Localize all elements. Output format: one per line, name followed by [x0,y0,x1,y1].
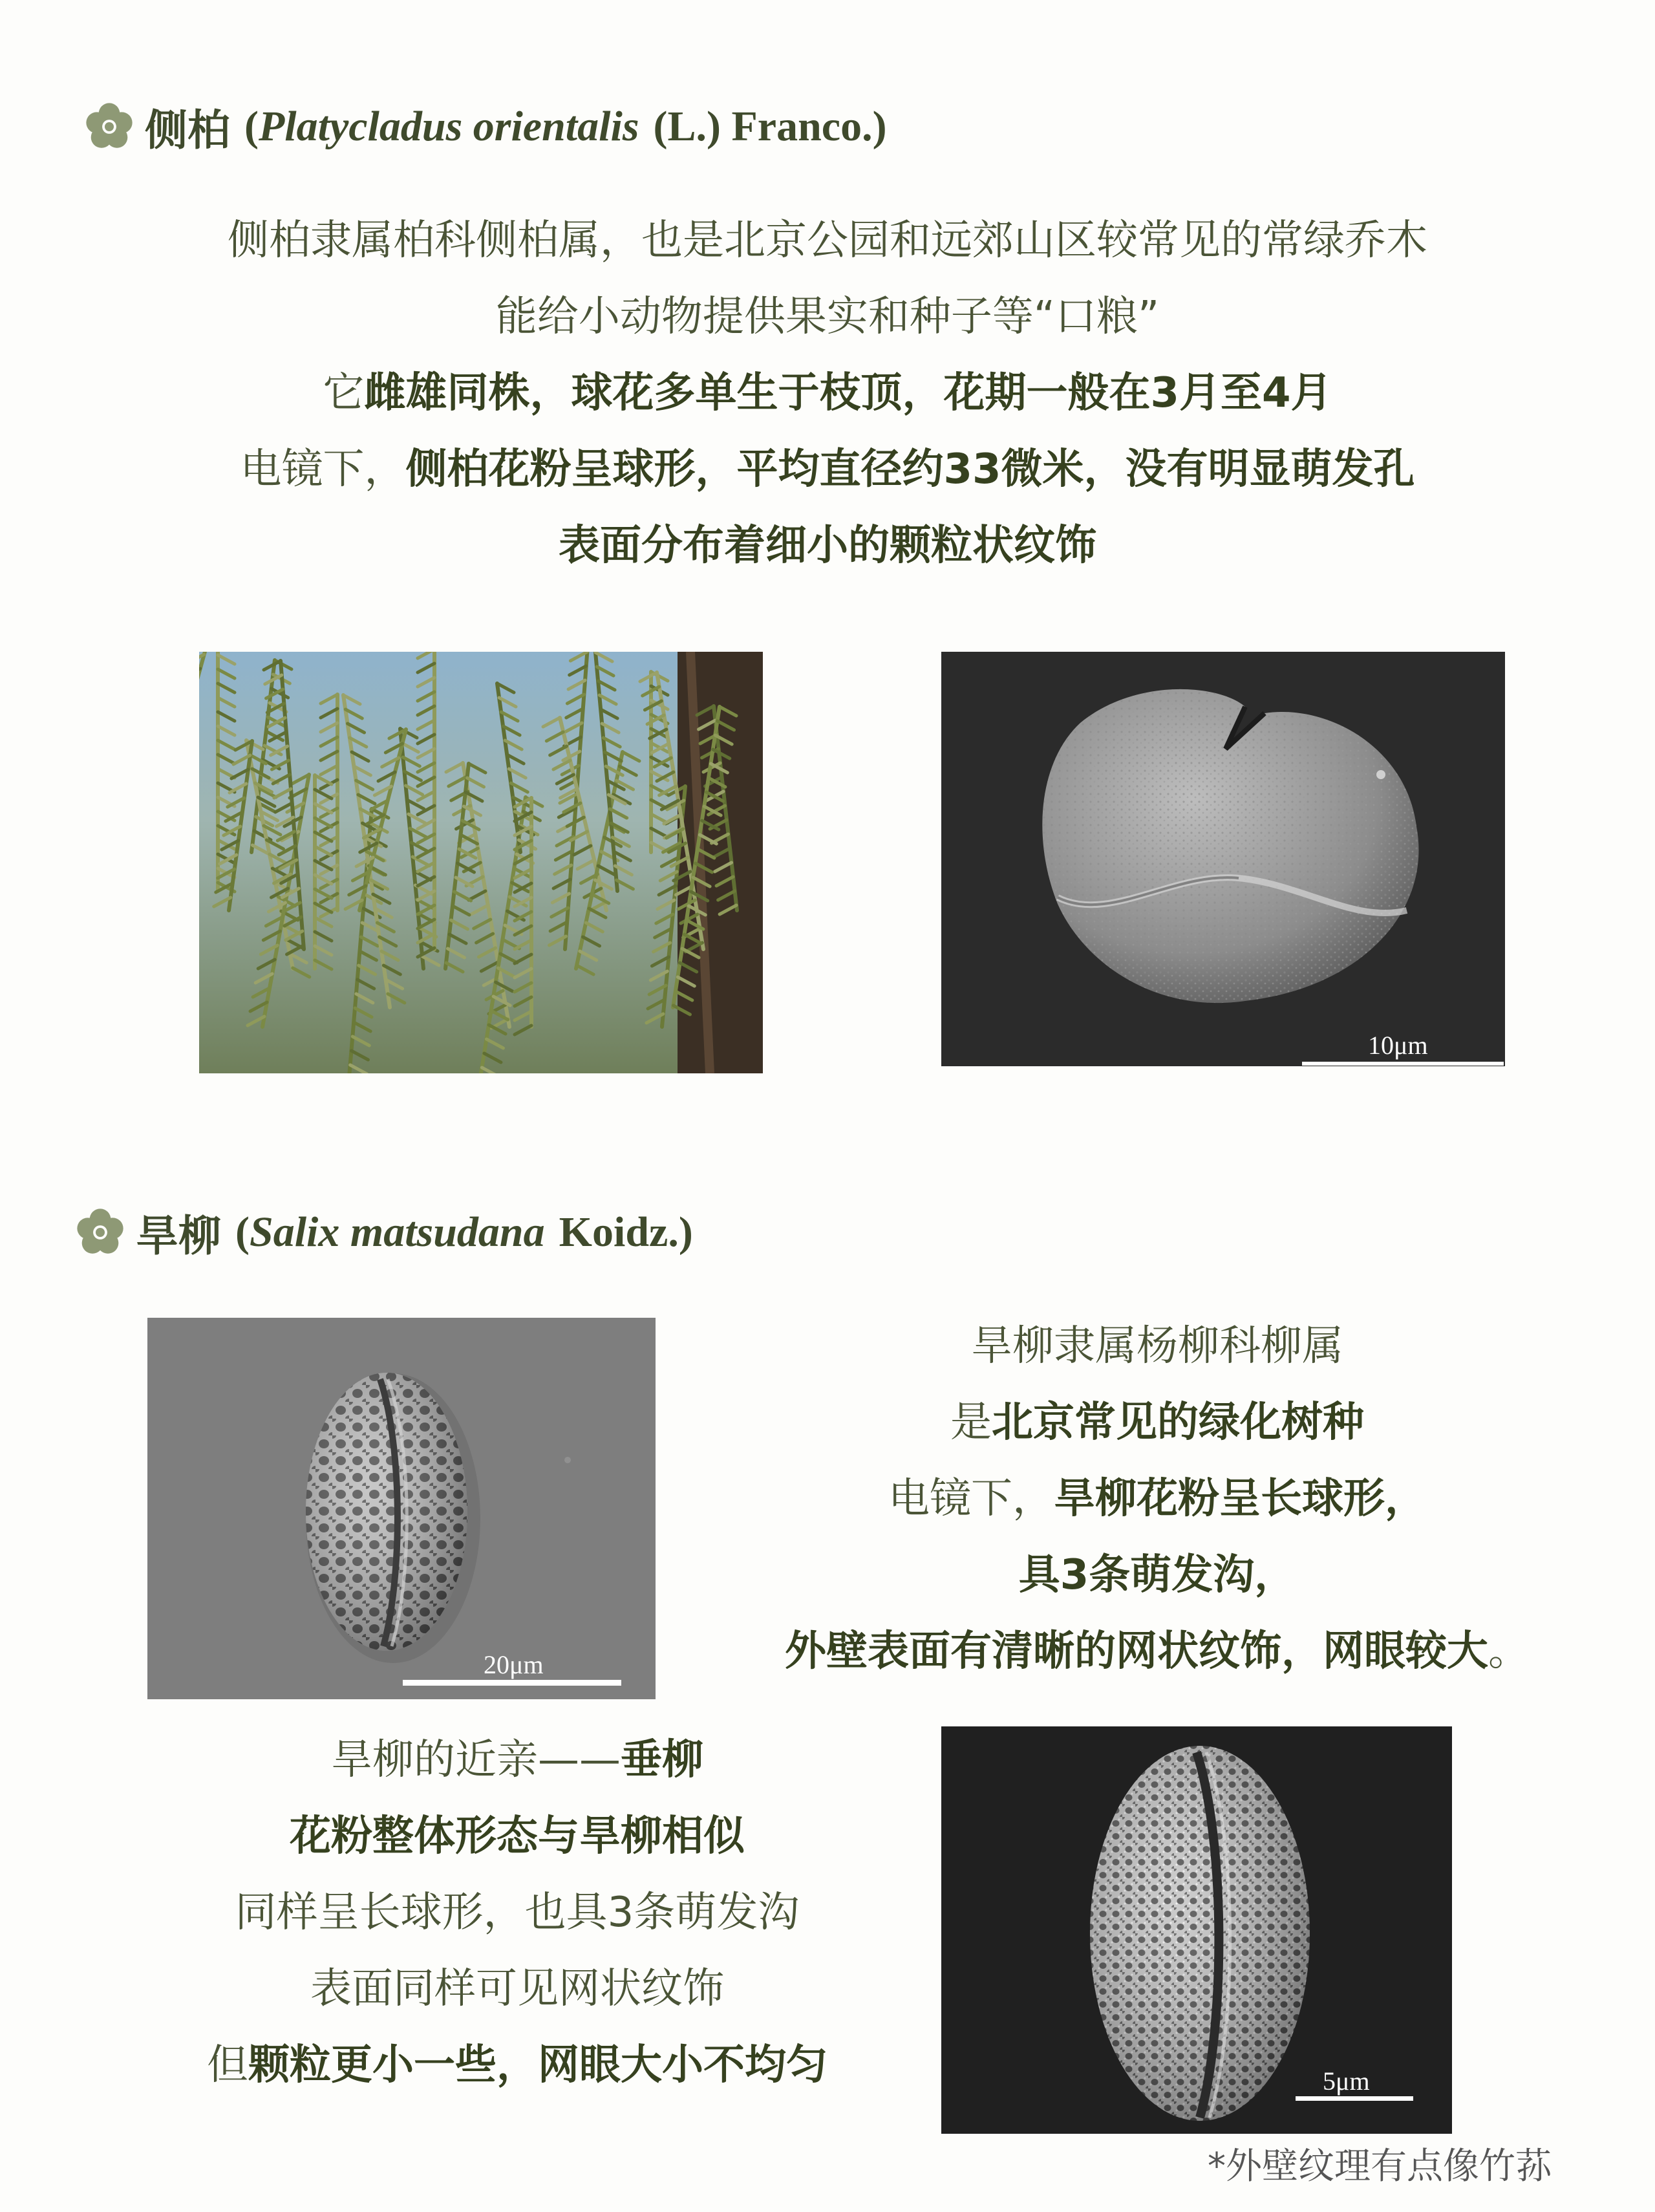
text-line [97,293,1558,341]
text-line [97,217,1558,264]
text-line [123,1889,912,1937]
bold-text: 外壁表面有清晰的网状纹饰，网眼较大 [785,1627,1488,1675]
section2-heading [75,1201,693,1263]
bold-text: 垂柳 [621,1736,703,1784]
platycladus-branch-photo [199,652,763,1073]
text-line [698,1475,1616,1523]
bold-text: 北京常见的绿化树种 [992,1399,1364,1446]
text-line [698,1399,1616,1446]
text-line [123,1965,912,2013]
text: 旱柳隶属杨柳科柳属 [971,1322,1343,1370]
text: 电镜下， [888,1475,1054,1523]
text: 电镜下， [240,446,406,493]
text-line [97,522,1558,570]
bold-text: 侧柏花粉呈球形，平均直径约33微米，没有明显萌发孔 [405,446,1415,493]
text: 表面同样可见网状纹饰 [310,1965,724,2013]
section1-title-rest: (L.) Franco.) [653,102,887,150]
platycladus-pollen-sem [941,652,1505,1066]
section2-title-open: ( [235,1208,250,1256]
flower-icon [84,102,134,152]
bold-text: 雌雄同株，球花多单生于枝顶，花期一般在3月至4月 [364,369,1332,417]
section1-heading [84,96,887,157]
text-line [698,1322,1616,1370]
text: 能给小动物提供果实和种子等“口粮” [495,293,1160,341]
section2-title-rest: Koidz.) [559,1208,693,1256]
salix-babylonica-description [123,1736,912,2101]
text: 同样呈长球形，也具3条萌发沟 [235,1889,800,1937]
section1-title-open: ( [244,102,259,150]
footnote: *外壁纹理有点像竹荪 [1208,2145,1552,2187]
section2-title-cn: 旱柳 [136,1211,221,1261]
bold-text: 旱柳花粉呈长球形， [1054,1475,1426,1523]
bold-text: 颗粒更小一些，网眼大小不均匀 [248,2041,828,2089]
sem-scale-label-1: 10μm [1368,1031,1428,1060]
section1-description [97,217,1558,582]
text: 但 [207,2041,248,2089]
bold-text: 花粉整体形态与旱柳相似 [290,1812,745,1860]
section2-title-latin: Salix matsudana [249,1208,545,1256]
text: 。 [1488,1627,1530,1675]
text-line [97,446,1558,493]
section1-title-latin: Platycladus orientalis [258,102,639,150]
text: 旱柳的近亲—— [331,1736,621,1784]
sem-scale-label-3: 5μm [1323,2067,1370,2096]
bold-text: 表面分布着细小的颗粒状纹饰 [559,522,1096,570]
text-line [123,2041,912,2089]
text: 侧柏隶属柏科侧柏属，也是北京公园和远郊山区较常见的常绿乔木 [228,217,1427,264]
salix-babylonica-pollen-sem [941,1726,1452,2134]
text: 它 [323,369,365,417]
section1-title-cn: 侧柏 [145,105,230,155]
sem-scale-label-2: 20μm [484,1650,544,1679]
text: 是 [950,1399,992,1446]
flower-icon [75,1207,125,1258]
section2-description [698,1322,1616,1688]
text-line [123,1812,912,1860]
text-line [698,1627,1616,1675]
text-line [123,1736,912,1784]
text-line [97,369,1558,417]
bold-text: 具3条萌发沟， [1018,1551,1296,1599]
salix-matsudana-pollen-sem [147,1318,656,1699]
text-line [698,1551,1616,1599]
